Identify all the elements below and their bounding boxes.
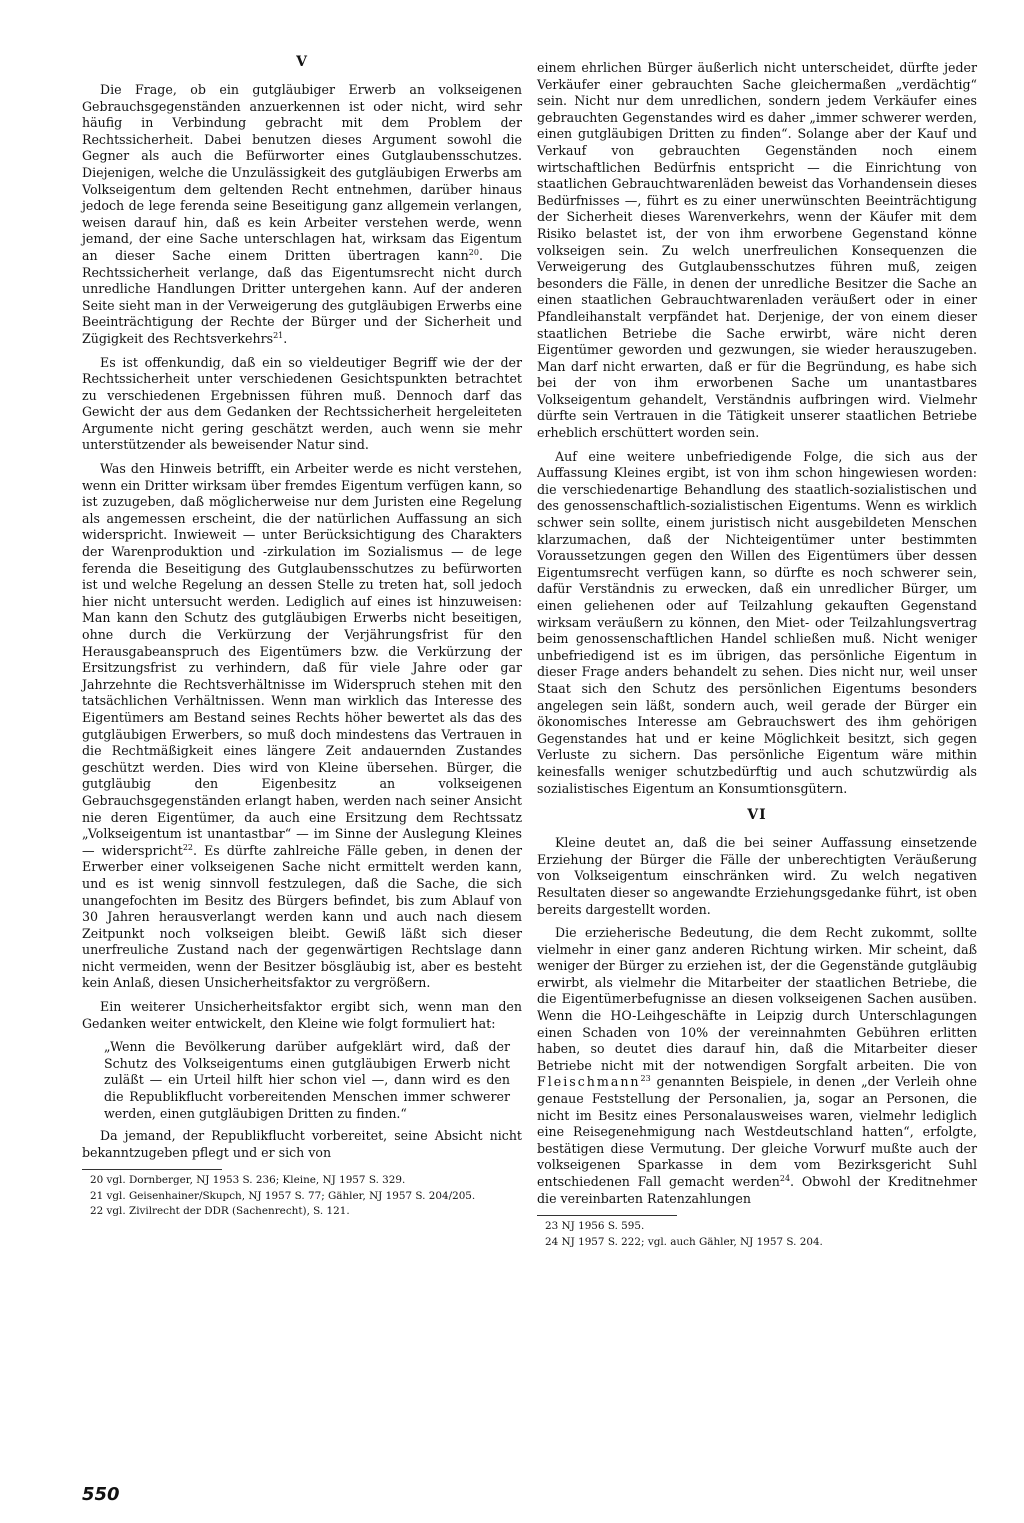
footnote-ref: 20 [468,247,479,257]
paragraph: Kleine deutet an, daß die bei seiner Auffassung einsetzende Erziehung der Bürger die Fälle der unberechtigten Veräußerung von Volkseigentum einschränken wird. Zu welch negativen Resultaten dieser so angewandte Erziehungsgedanke führt, ist oben bereits dargestellt worden. [537,835,977,917]
footnote-ref: 21 [273,330,284,340]
text: . Die Rechtssicherheit verlange, daß das Eigentumsrecht nicht durch unredliche Handlungen Dritter untergehen kann. Auf der anderen Seite sieht man in der Verweigerung des gutgläubigen Erwerbs eine Beeinträchtigung der Rechte der Bürger und der Sicherheit und Zügigkeit des Rechtsverkehrs [82,247,522,346]
paragraph [537,925,977,1207]
text: Die erzieherische Bedeutung, die dem Recht zukommt, sollte vielmehr in einer ganz anderen Richtung wirken. Mir scheint, daß weniger der Bürger zu erziehen ist, der die Gegenstände gutgläubig erwirbt, als vielmehr die Mitarbeiter der staatlichen Betriebe, die die Eigentümerbefugnisse an diesen volkseigenen Sachen ausüben. Wenn die HO-Leihgeschäfte in Leipzig durch Unterschlagungen einen Schaden von 10% der vereinnahmten Gebühren erlitten haben, so deutet dies darauf hin, daß die Mitarbeiter dieser Betriebe nicht mit der notwendigen Sorgfalt arbeiten. Die von [537,925,977,1073]
footnote-divider [82,1169,222,1170]
footnote: 22 vgl. Zivilrecht der DDR (Sachenrecht), S. 121. [90,1205,350,1218]
block-quote: „Wenn die Bevölkerung darüber aufgeklärt wird, daß der Schutz des Volkseigentums einen gutgläubigen Erwerb nicht zuläßt — ein Urteil hilft hier schon viel —, dann wird es den die Republikflucht vorbereitenden Menschen immer schwerer werden, einen gutgläubigen Dritten zu finden.“ [104,1039,510,1121]
footnote-ref: 24 [779,1173,791,1183]
footnote-ref: 22 [182,842,194,852]
left-column [82,48,522,1221]
text: Was den Hinweis betrifft, ein Arbeiter werde es nicht verstehen, wenn ein Dritter wirksam über fremdes Eigentum verfügen kann, so ist zuzugeben, daß möglicherweise nur dem Juristen eine Regelung als angemessen erscheint, die der natürlichen Auffassung an sich widerspricht. Inwieweit — unter Berücksichtigung des Charakters der Warenproduktion und -zirkulation im Sozialismus — de lege ferenda die Beseitigung des Gutglaubensschutzes zu befürworten ist und welche Regelung an dessen Stelle zu treten hat, soll jedoch hier nicht untersucht werden. Lediglich auf eines ist hinzuweisen: Man kann den Schutz des gutgläubigen Erwerbs nicht beseitigen, ohne durch die Verkürzung der Verjährungsfrist für den Herausgabeanspruch des Eigentümers bzw. die Verkürzung der Ersitzungsfrist zu verhindern, daß für viele Jahre oder gar Jahrzehnte die Rechtsverhältnisse im Widerspruch stehen mit den tatsächlichen Verhältnissen. Wenn man wirklich das Interesse des Eigentümers am Bestand seines Rechts höher bewertet als das des gutgläubigen Erwerbers, so muß doch mindestens das Vertrauen in die Rechtmäßigkeit eines längere Zeit andauernden Zustandes geschützt werden. Dies wird von Kleine übersehen. Bürger, die gutgläubig den Eigenbesitz an volkseigenen Gebrauchsgegenständen erlangt haben, werden nach seiner Ansicht nie deren Eigentümer, da auch eine Ersitzung dem Rechtssatz „Volkseigentum ist unantastbar“ — im Sinne der Auslegung Kleines — widerspricht [82,461,522,858]
footnote: 23 NJ 1956 S. 595. [545,1220,645,1233]
text: . [283,330,288,346]
paragraph: Es ist offenkundig, daß ein so vieldeutiger Begriff wie der der Rechtssicherheit unter verschiedenen Gesichtspunkten betrachtet zu verschiedenen Ergebnissen führen muß. Dennoch darf das Gewicht der aus dem Gedanken der Rechtssicherheit hergeleiteten Argumente nicht gering geschätzt werden, auch wenn sie mehr unterstützender als beweisender Natur sind. [82,354,522,453]
text: Die Frage, ob ein gutgläubiger Erwerb an volkseigenen Gebrauchsgegenständen anzuerkennen ist oder nicht, wird sehr häufig in Verbindung gebracht mit dem Problem der Rechtssicherheit. Dabei benutzen dieses Argument sowohl die Gegner als auch die Befürworter eines Gutglaubensschutzes. Diejenigen, welche die Unzulässigkeit des gutgläubigen Erwerbs am Volkseigentum dem geltenden Recht entnehmen, darüber hinaus jedoch de lege ferenda seine Beseitigung ganz allgemein verlangen, weisen darauf hin, daß es kein Arbeiter verstehen werde, wenn jemand, der eine Sache unterschlagen hat, wirksam das Eigentum an dieser Sache einem Dritten übertragen kann [82,82,522,263]
footnote-ref: 23 [640,1074,651,1084]
paragraph: Ein weiterer Unsicherheitsfaktor ergibt sich, wenn man den Gedanken weiter entwickelt, den Kleine wie folgt formuliert hat: [82,999,522,1031]
section-heading-v: V [296,54,308,70]
right-column [537,60,977,1251]
paragraph [82,461,522,992]
paragraph: Auf eine weitere unbefriedigende Folge, die sich aus der Auffassung Kleines ergibt, ist von ihm schon hingewiesen worden: die verschiedenartige Behandlung des staatlich-sozialistischen und des genossenschaftlich-sozialistischen Eigentums. Wenn es wirklich schwer sein sollte, einem juristisch nicht ausgebildeten Menschen klarzumachen, daß der Nichteigentümer unter bestimmten Voraussetzungen gegen den Willen des Eigentümers über dessen Eigentumsrecht verfügen kann, so dürfte es noch schwerer sein, dafür Verständnis zu erwecken, daß ein unredlicher Bürger, um einen geliehenen oder auf Teilzahlung gekauften Gegenstand wirksam veräußern zu können, den Miet- oder Teilzahlungsvertrag beim genossenschaftlichen Handel schließen muß. Nicht weniger unbefriedigend ist es im übrigen, das persönliche Eigentum in dieser Frage anders behandelt zu sehen. Dies nicht nur, weil unser Staat sich den Schutz des persönlichen Eigentums besonders angelegen sein läßt, sondern auch, weil gerade der Bürger ein ökonomisches Interesse am Gebrauchswert des ihm gehörigen Gegenstandes hat und er keine Möglichkeit besitzt, sich gegen Verluste zu sichern. Das persönliche Eigentum wäre mithin keinesfalls weniger schutzbedürftig und auch schutzwürdig als sozialistisches Eigentum an Konsumtionsgütern. [537,448,977,796]
footnote: 21 vgl. Geisenhainer/Skupch, NJ 1957 S. 77; Gähler, NJ 1957 S. 204/205. [90,1189,476,1202]
paragraph: einem ehrlichen Bürger äußerlich nicht unterscheidet, dürfte jeder Verkäufer einer gebrauchten Sache gleichermaßen „verdächtig“ sein. Nicht nur dem unredlichen, sondern jedem Verkäufer eines gebrauchten Gegenstandes wird es daher „immer schwerer werden, einen gutgläubigen Dritten zu finden“. Solange aber der Kauf und Verkauf von gebrauchten Gegenständen noch einem wirtschaftlichen Bedürfnis entspricht — die Einrichtung von staatlichen Gebrauchtwarenläden beweist das Vorhandensein dieses Bedürfnisses —, führt es zu einer unerwünschten Beeinträchtigung der Sicherheit dieses Warenverkehrs, wenn der Käufer mit dem Risiko belastet ist, der von ihm erworbene Gegenstand könne volkseigen sein. Zu welch unerfreulichen Konsequenzen die Verweigerung des Gutglaubensschutzes führen muß, zeigen besonders die Fälle, in denen der unredliche Besitzer die Sache an einen staatlichen Gebrauchtwarenladen veräußert oder in einer Pfandleihanstalt verpfändet hat. Derjenige, der von einem dieser staatlichen Betriebe die Sache erwirbt, wäre nicht deren Eigentümer geworden und gezwungen, sie wieder herauszugeben. Man darf nicht erwarten, daß er für die Begründung, es habe sich bei der von ihm erworbenen Sache um unantastbares Volkseigentum gehandelt, Verständnis aufbringen wird. Vielmehr dürfte sein Vertrauen in die Tätigkeit unserer staatlichen Betriebe erheblich erschüttert worden sein. [537,60,977,441]
paragraph [82,82,522,348]
footnote: 24 NJ 1957 S. 222; vgl. auch Gähler, NJ 1957 S. 204. [545,1235,823,1248]
text: . Es dürfte zahlreiche Fälle geben, in denen der Erwerber einer volkseigenen Sache nicht ermittelt werden kann, und es ist wenig sinnvoll festzulegen, daß die Sache, die sich unangefochten im Besitz des Bürgers befindet, bis zum Ablauf von 30 Jahren herausverlangt werden kann und auch nach diesem Zeitpunkt noch volkseigen bleibt. Gewiß läßt sich dieser unerfreuliche Zustand nach der gegenwärtigen Rechtslage dann nicht vermeiden, wenn der Besitzer bösgläubig ist, aber es besteht kein Anlaß, diesen Unsicherheitsfaktor zu vergrößern. [82,842,522,991]
text: genannten Beispiele, in denen „der Verleih ohne genaue Feststellung der Personalien, ja, sogar an Personen, die nicht im Besitz eines Personalausweises waren, vielmehr lediglich eine Reisegenehmigung nach Westdeutschland hatten“, erfolgte, bestätigen diese Vermutung. Der gleiche Vorwurf mußte auch der volkseigenen Sparkasse in dem vom Bezirksgericht Suhl entschiedenen Fall gemacht werden [537,1074,977,1189]
footnote: 20 vgl. Dornberger, NJ 1953 S. 236; Kleine, NJ 1957 S. 329. [90,1174,406,1187]
page-number: 550 [82,1484,120,1505]
paragraph: Da jemand, der Republikflucht vorbereitet, seine Absicht nicht bekanntzugeben pflegt und er sich von [82,1128,522,1160]
author-name: Fleischmann [537,1074,641,1090]
text: . Obwohl der Kreditnehmer die vereinbarten Ratenzahlungen [537,1174,978,1206]
footnote-divider [537,1215,677,1216]
section-heading-vi: VI [747,807,767,824]
